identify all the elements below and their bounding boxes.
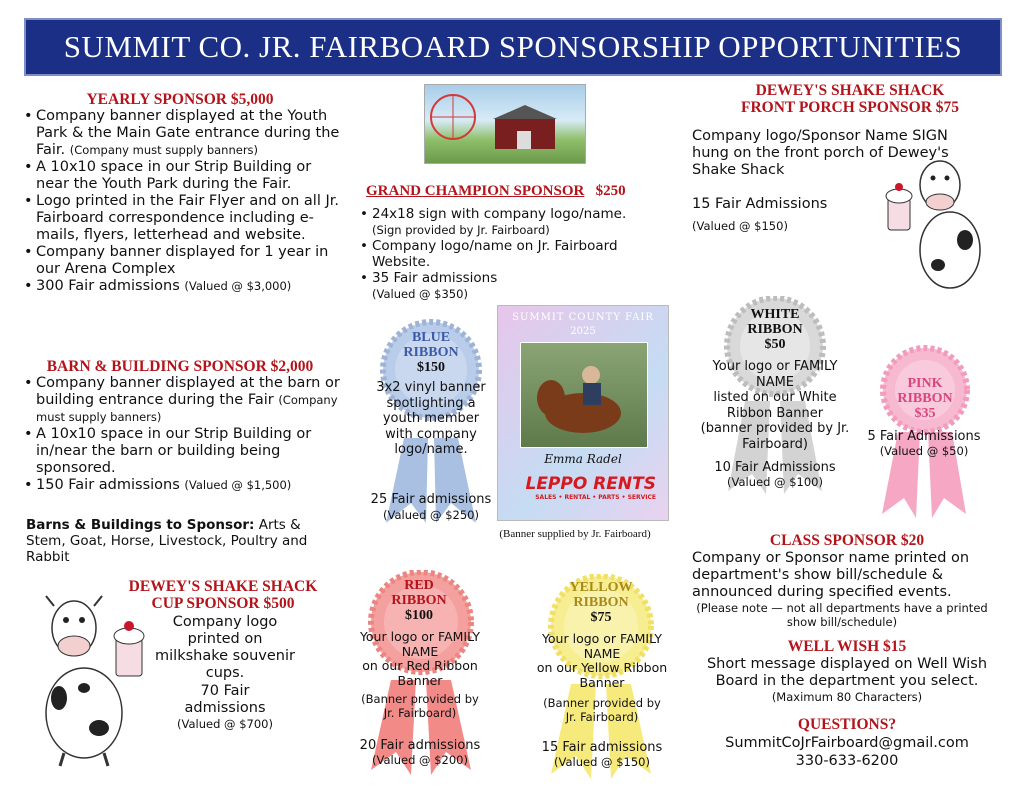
list-item: • Company banner displayed at the Youth Park & the Main Gate entrance during the Fair. (Company must supply banners) — [24, 108, 342, 159]
wish-heading: WELL WISH $15 — [787, 638, 907, 655]
list-item: • 35 Fair admissions (Valued @ $350) — [360, 270, 670, 302]
poster-name: Emma Radel — [544, 452, 622, 466]
list-item: • Logo printed in the Fair Flyer and on all Jr. Fairboard correspondence including e-mails, flyers, letterhead and website. — [24, 193, 342, 244]
cup-desc: Company logo printed on milkshake souvenir cups. — [155, 614, 295, 681]
poster-fair-name: SUMMIT COUNTY FAIR — [512, 312, 654, 323]
red-title: RED RIBBON $100 — [391, 578, 447, 623]
red-admissions: 20 Fair admissions — [359, 738, 481, 753]
grand-list — [360, 206, 670, 302]
wish-note: (Maximum 80 Characters) — [771, 690, 923, 704]
white-value: (Valued @ $100) — [727, 475, 823, 489]
pink-title: PINK RIBBON $35 — [897, 376, 953, 421]
poster-year: 2025 — [570, 326, 596, 337]
red-note: (Banner provided by Jr. Fairboard) — [361, 692, 479, 720]
yellow-admissions: 15 Fair admissions — [541, 740, 663, 755]
contact-phone[interactable]: 330-633-6200 — [795, 753, 899, 769]
blue-desc: 3x2 vinyl banner spotlighting a youth member with company logo/name. — [376, 380, 486, 457]
list-item: • Company banner displayed at the barn or building entrance during the Fair (Company must supply banners) — [24, 375, 342, 426]
barn-buildings: Barns & Buildings to Sponsor: Arts & Stem, Goat, Horse, Livestock, Poultry and Rabbit — [26, 517, 308, 565]
list-item: • 24x18 sign with company logo/name. (Sign provided by Jr. Fairboard) — [360, 206, 670, 238]
red-desc: Your logo or FAMILY NAME on our Red Ribbon Banner — [359, 629, 481, 688]
list-item: • Company logo/name on Jr. Fairboard Website. — [360, 238, 670, 270]
yellow-title: YELLOW RIBBON $75 — [569, 580, 633, 625]
fairgrounds-photo — [424, 84, 586, 164]
porch-desc: Company logo/Sponsor Name SIGN hung on the front porch of Dewey's Shake Shack — [692, 128, 949, 178]
pink-value: (Valued @ $50) — [879, 444, 969, 458]
poster-horse-photo — [520, 342, 648, 448]
fair-poster — [497, 305, 669, 521]
yellow-value: (Valued @ $150) — [554, 755, 650, 769]
cow-illustration-right — [880, 150, 1000, 295]
white-desc: Your logo or FAMILY NAME listed on our White Ribbon Banner (banner provided by Jr. Fairboard) — [700, 359, 850, 452]
leppo-rents-logo: LEPPO RENTS SALES • RENTAL • PARTS • SERVICE — [525, 474, 656, 501]
porch-heading: DEWEY'S SHAKE SHACK FRONT PORCH SPONSOR $75 — [740, 82, 960, 116]
pink-admissions: 5 Fair Admissions — [867, 429, 981, 444]
porch-value: (Valued @ $150) — [692, 219, 788, 233]
yellow-desc: Your logo or FAMILY NAME on our Yellow Ribbon Banner — [536, 631, 668, 690]
yearly-heading: YEARLY SPONSOR $5,000 — [86, 91, 274, 108]
class-desc: Company or Sponsor name printed on department's show bill/schedule & announced during specified events. — [692, 550, 970, 600]
list-item: • 150 Fair admissions (Valued @ $1,500) — [24, 477, 342, 494]
poster-caption: (Banner supplied by Jr. Fairboard) — [499, 528, 651, 540]
class-heading: CLASS SPONSOR $20 — [769, 532, 925, 549]
list-item: • Company banner displayed for 1 year in our Arena Complex — [24, 244, 342, 278]
yellow-note: (Banner provided by Jr. Fairboard) — [543, 696, 661, 724]
class-note: (Please note — not all departments have a printed show bill/schedule) — [696, 601, 988, 629]
list-item: • A 10x10 space in our Strip Building or in/near the barn or building being sponsored. — [24, 426, 342, 477]
grand-heading: GRAND CHAMPION SPONSOR $250 — [366, 183, 626, 199]
blue-value: (Valued @ $250) — [383, 508, 479, 522]
porch-admissions: 15 Fair Admissions — [692, 196, 828, 212]
page-title: SUMMIT CO. JR. FAIRBOARD SPONSORSHIP OPPORTUNITIES — [24, 18, 1002, 76]
cup-admissions: 70 Fair admissions — [184, 683, 266, 716]
blue-admissions: 25 Fair admissions — [370, 492, 492, 507]
red-value: (Valued @ $200) — [372, 753, 468, 767]
cup-value: (Valued @ $700) — [177, 717, 273, 731]
white-admissions: 10 Fair Admissions — [714, 460, 836, 475]
questions-heading: QUESTIONS? — [797, 716, 897, 733]
cup-heading: DEWEY'S SHAKE SHACK CUP SPONSOR $500 — [128, 578, 318, 612]
barn-list — [24, 375, 342, 494]
white-title: WHITE RIBBON $50 — [747, 307, 803, 352]
wish-desc: Short message displayed on Well Wish Board in the department you select. — [706, 656, 988, 689]
list-item: • A 10x10 space in our Strip Building or near the Youth Park during the Fair. — [24, 159, 342, 193]
blue-title: BLUE RIBBON $150 — [403, 330, 459, 375]
contact-email[interactable]: SummitCoJrFairboard@gmail.com — [725, 735, 969, 751]
barn-heading: BARN & BUILDING SPONSOR $2,000 — [46, 358, 314, 375]
yearly-list — [24, 108, 342, 295]
list-item: • 300 Fair admissions (Valued @ $3,000) — [24, 278, 342, 295]
